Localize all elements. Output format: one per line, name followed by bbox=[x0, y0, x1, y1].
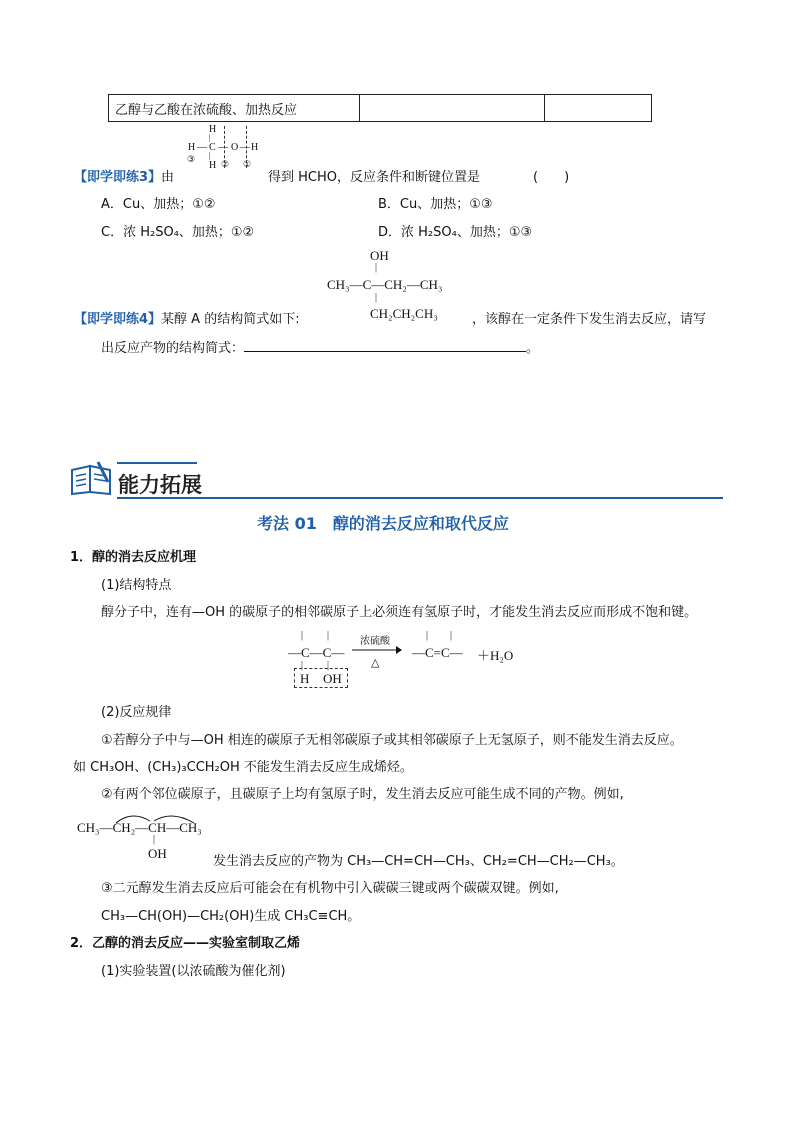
bond-number: ② bbox=[221, 160, 230, 170]
exercise-3-line bbox=[74, 166, 174, 185]
atom-h: H bbox=[251, 142, 259, 153]
sub-heading: (1)实验装置(以浓硫酸为催化剂) bbox=[101, 964, 286, 979]
atom-c: C bbox=[209, 142, 216, 153]
atom-h: H bbox=[209, 124, 217, 135]
exercise-text: 出反应产物的结构简式： bbox=[101, 341, 245, 356]
book-icon bbox=[68, 460, 114, 498]
exercise-text: 由 bbox=[161, 170, 175, 185]
paragraph: ①若醇分子中与—OH 相连的碳原子无相邻碳原子或其相邻碳原子上无氢原子，则不能发生消去反应。 bbox=[101, 733, 683, 748]
reaction-table bbox=[108, 94, 652, 122]
bond-number: ③ bbox=[187, 155, 196, 165]
group-oh: OH bbox=[323, 671, 342, 686]
exercise-text: 得到 HCHO，反应条件和断键位置是 bbox=[268, 170, 480, 185]
bond-mark: | bbox=[375, 292, 378, 303]
bond-mark: | bbox=[327, 630, 330, 641]
bond-number: ① bbox=[243, 160, 252, 170]
atom-h: H bbox=[300, 671, 310, 686]
atom-h: H bbox=[209, 160, 217, 171]
heading-1: 1．醇的消去反应机理 bbox=[70, 550, 197, 565]
group-oh: OH bbox=[370, 248, 389, 263]
side-chain: CH₂CH₂CH₃ bbox=[370, 306, 438, 321]
exercise-tag: 【即学即练3】 bbox=[74, 170, 162, 185]
section-title: 能力拓展 bbox=[118, 473, 202, 497]
exercise-tag: 【即学即练4】 bbox=[74, 312, 162, 327]
paragraph: ②有两个邻位碳原子，且碳原子上均有氢原子时，发生消去反应可能生成不同的产物。例如, bbox=[101, 787, 624, 802]
cleavage-dash bbox=[246, 126, 247, 168]
option-c[interactable]: C．浓 H₂SO₄、加热；①② bbox=[101, 225, 255, 240]
paragraph: 如 CH₃OH、(CH₃)₃CCH₂OH 不能发生消去反应生成烯烃。 bbox=[73, 760, 413, 775]
option-a[interactable]: A．Cu、加热；①② bbox=[101, 197, 216, 212]
atom-o: O bbox=[231, 142, 239, 153]
option-d[interactable]: D．浓 H₂SO₄、加热；①③ bbox=[378, 225, 533, 240]
paragraph: CH₃—CH(OH)—CH₂(OH)生成 CH₃C≡CH。 bbox=[101, 909, 361, 924]
paragraph: 醇分子中，连有—OH 的碳原子的相邻碳原子上必须连有氢原子时，才能发生消去反应而形成不饱和键。 bbox=[101, 605, 698, 620]
bond-mark: | bbox=[426, 630, 429, 641]
table-row bbox=[109, 95, 652, 122]
exercise-4-line2 bbox=[101, 337, 539, 356]
bond-mark: | bbox=[450, 630, 453, 641]
answer-blank: ( ) bbox=[533, 170, 570, 185]
heat-symbol: △ bbox=[371, 656, 380, 669]
bond-mark: | bbox=[209, 151, 211, 160]
arrow-label: 浓硫酸 bbox=[360, 636, 390, 647]
bond-mark: — bbox=[218, 142, 228, 153]
main-chain: CH₃—C—CH₂—CH₃ bbox=[327, 277, 443, 292]
bond-mark: | bbox=[301, 660, 304, 671]
header-rule bbox=[117, 497, 723, 499]
period: 。 bbox=[526, 341, 540, 356]
atom-h: H bbox=[188, 142, 196, 153]
bond-mark: | bbox=[209, 133, 211, 142]
exercise-text: ，该醇在一定条件下发生消去反应，请写 bbox=[472, 312, 707, 327]
exercise-4-line bbox=[74, 308, 300, 327]
water: ＋H₂O bbox=[477, 648, 514, 663]
cleavage-dash bbox=[224, 126, 225, 168]
bond-mark: | bbox=[327, 660, 330, 671]
bond-mark: | bbox=[375, 262, 378, 273]
group-oh: OH bbox=[148, 846, 167, 861]
table-cell bbox=[545, 95, 652, 122]
answer-line[interactable] bbox=[244, 339, 526, 352]
heading-2: 2．乙醇的消去反应——实验室制取乙烯 bbox=[70, 936, 301, 951]
arrow-icon bbox=[352, 645, 402, 655]
option-b[interactable]: B．Cu、加热；①③ bbox=[378, 197, 493, 212]
reactant: —C—C— bbox=[288, 645, 345, 660]
method-title: 考法 01 醇的消去反应和取代反应 bbox=[257, 514, 509, 533]
exercise-text: 某醇 A 的结构简式如下: bbox=[161, 312, 300, 327]
bond-mark: — bbox=[240, 142, 250, 153]
table-cell bbox=[360, 95, 545, 122]
bond-mark: | bbox=[153, 834, 156, 845]
bond-mark: | bbox=[301, 630, 304, 641]
header-rule bbox=[117, 462, 197, 464]
table-cell: 乙醇与乙酸在浓硫酸、加热反应 bbox=[109, 95, 360, 122]
sub-heading: (1)结构特点 bbox=[101, 578, 172, 593]
sub-heading: (2)反应规律 bbox=[101, 705, 172, 720]
paragraph: 发生消去反应的产物为 CH₃—CH=CH—CH₃、CH₂=CH—CH₂—CH₃。 bbox=[213, 854, 624, 869]
product: —C=C— bbox=[412, 645, 463, 660]
paragraph: ③二元醇发生消去反应后可能会在有机物中引入碳碳三键或两个碳碳双键。例如, bbox=[101, 881, 559, 896]
bond-mark: — bbox=[197, 142, 207, 153]
carbon-chain: CH₃—CH₂—CH—CH₃ bbox=[77, 820, 202, 835]
